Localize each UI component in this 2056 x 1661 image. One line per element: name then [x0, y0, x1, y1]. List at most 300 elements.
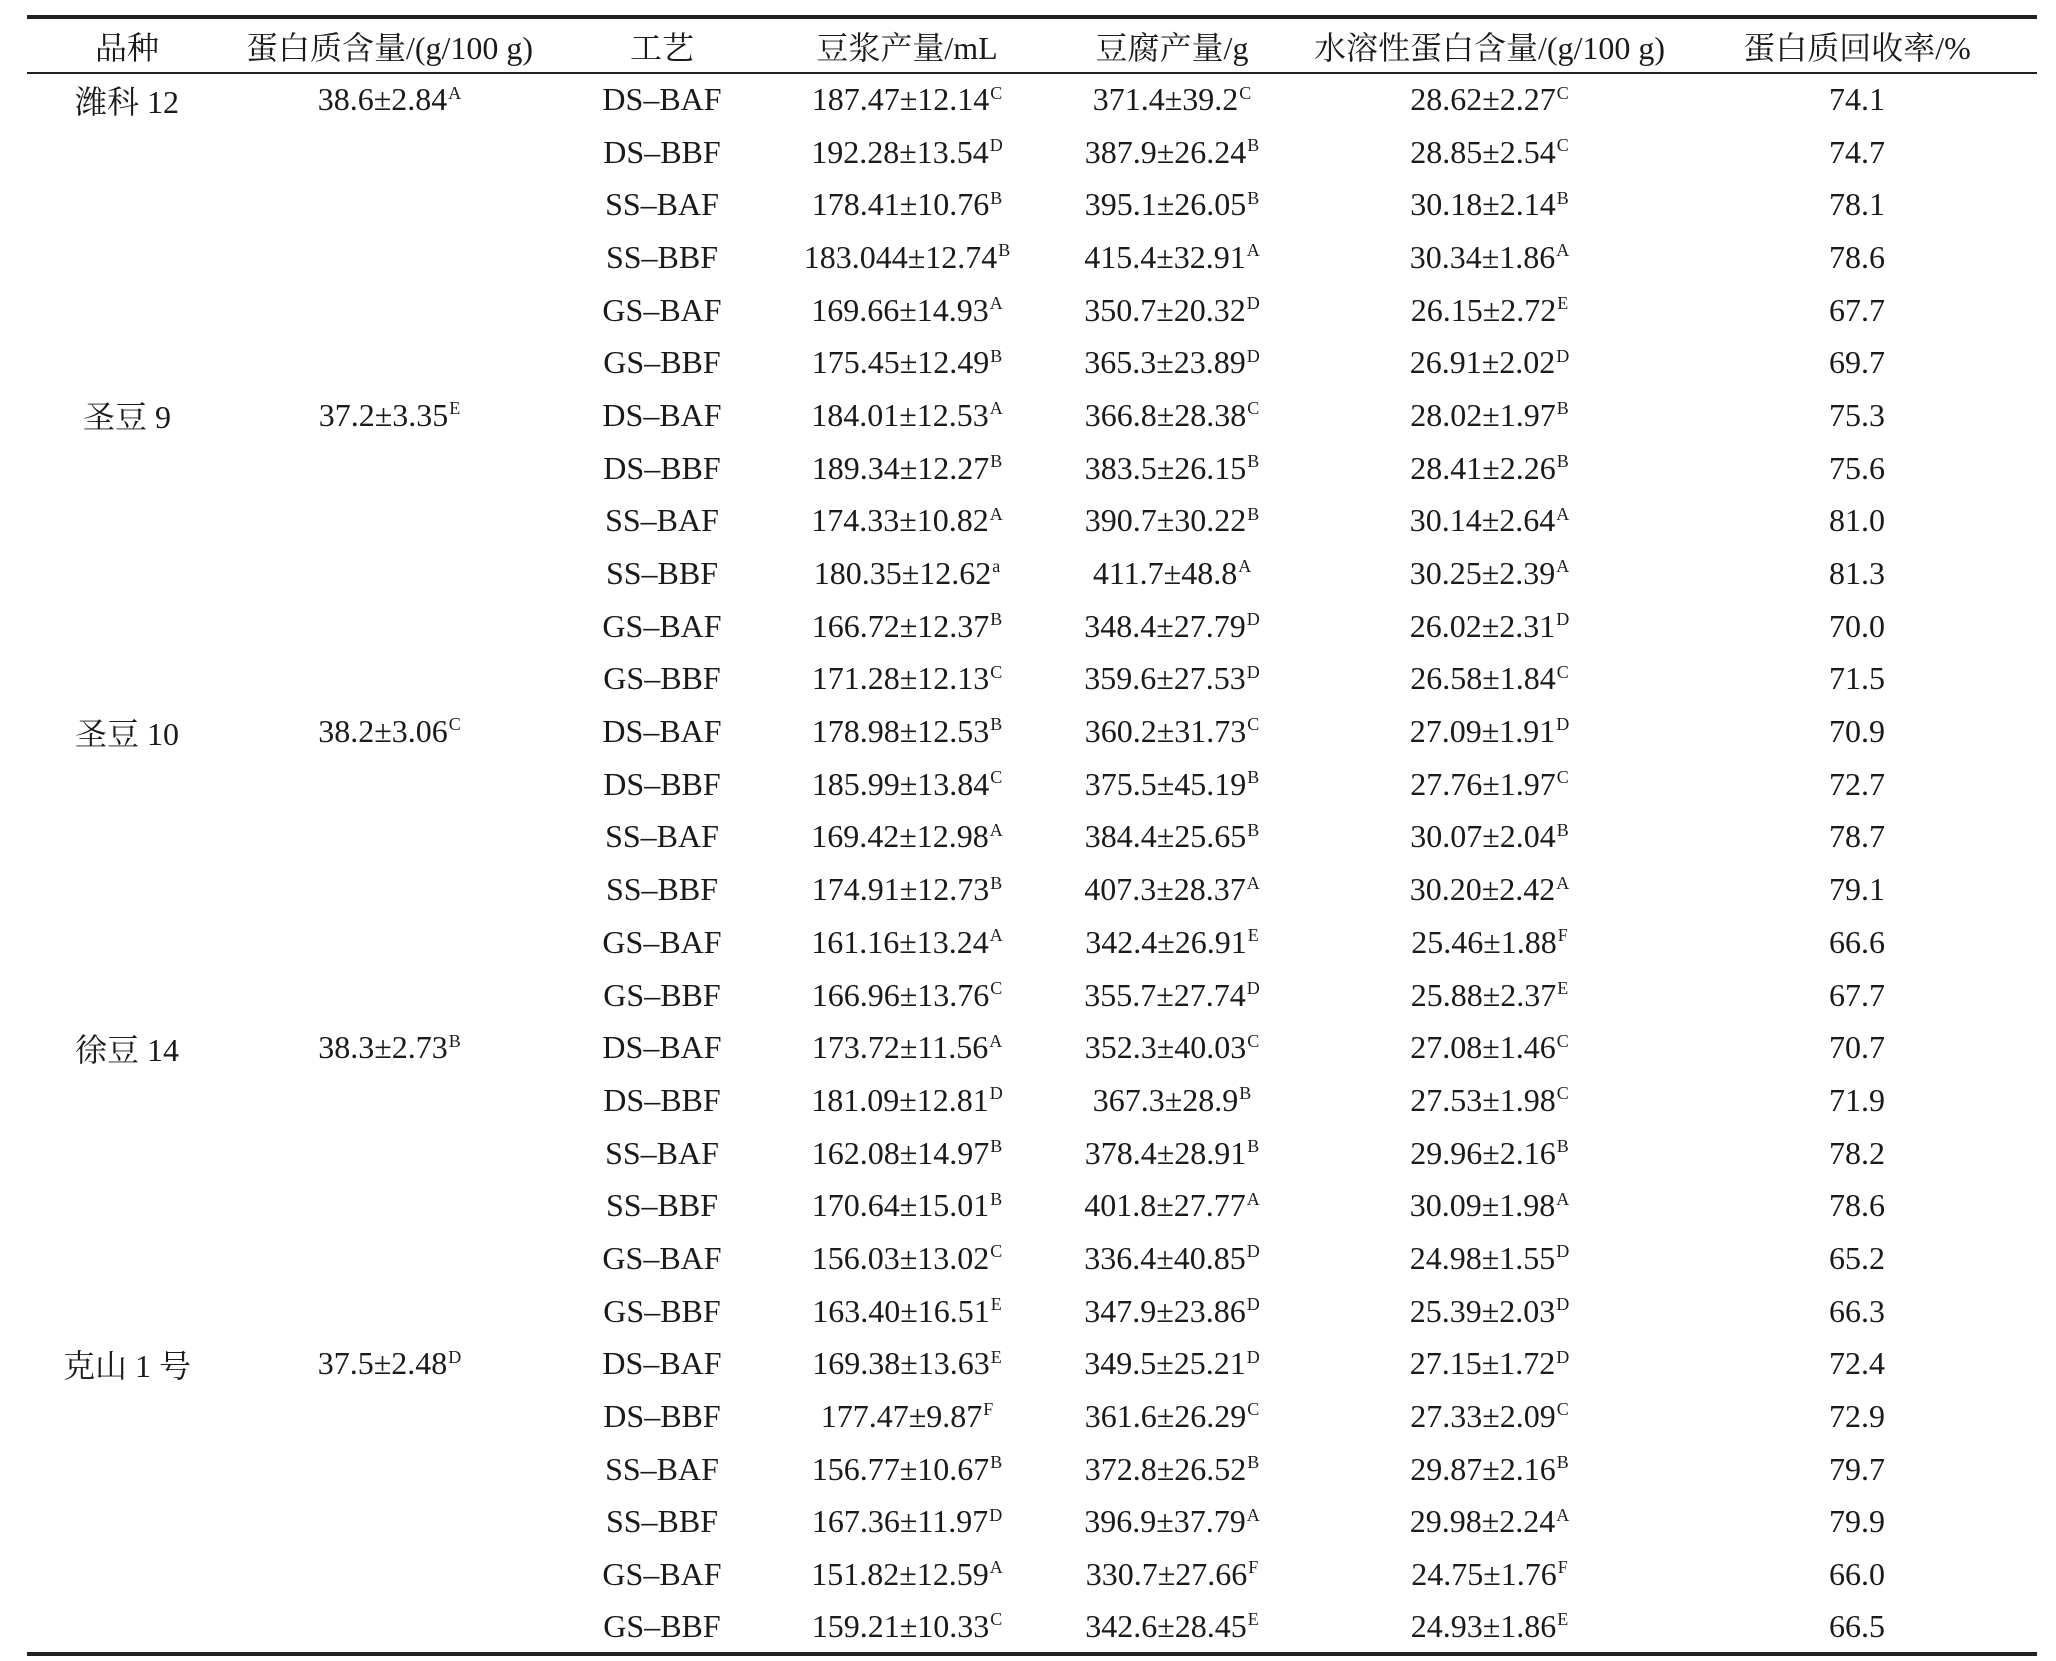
cell-variety	[27, 1179, 227, 1232]
significance-letter: C	[990, 661, 1003, 682]
cell-tofu-yield-value: 342.6±28.45	[1085, 1607, 1247, 1644]
significance-letter: C	[1556, 1030, 1569, 1051]
cell-protein-content	[227, 1021, 552, 1074]
cell-tofu-yield	[1042, 336, 1302, 389]
cell-tofu-yield-value: 359.6±27.53	[1084, 660, 1246, 697]
cell-variety	[27, 811, 227, 864]
cell-soymilk-yield-value: 185.99±13.84	[811, 765, 990, 802]
cell-soymilk-yield	[772, 126, 1042, 179]
table-row	[27, 1548, 2037, 1601]
table-row	[27, 1496, 2037, 1549]
cell-soymilk-yield	[772, 653, 1042, 706]
cell-soluble-protein	[1302, 495, 1677, 548]
significance-letter: E	[990, 1346, 1002, 1367]
cell-tofu-yield-value: 350.7±20.32	[1084, 291, 1246, 328]
significance-letter: C	[1556, 1083, 1569, 1104]
cell-soluble-protein	[1302, 1338, 1677, 1391]
cell-soluble-protein	[1302, 600, 1677, 653]
cell-tofu-yield	[1042, 126, 1302, 179]
significance-letter: D	[1556, 714, 1570, 735]
cell-tofu-yield	[1042, 389, 1302, 442]
cell-protein-content	[227, 1074, 552, 1127]
header-protein-content: 蛋白质含量/(g/100 g)	[227, 17, 552, 73]
cell-protein-recovery-value: 66.5	[1829, 1607, 1885, 1644]
cell-tofu-yield-value: 342.4±26.91	[1085, 923, 1247, 960]
cell-protein-recovery-value: 78.6	[1829, 238, 1885, 275]
cell-tofu-yield-value: 396.9±37.79	[1084, 1503, 1246, 1540]
cell-tofu-yield	[1042, 916, 1302, 969]
cell-soymilk-yield	[772, 1232, 1042, 1285]
cell-variety	[27, 389, 227, 442]
cell-variety-value: 徐豆 14	[74, 1031, 179, 1068]
significance-letter: D	[1556, 1241, 1570, 1262]
table-row	[27, 73, 2037, 126]
cell-process-value: GS–BBF	[603, 1292, 721, 1329]
cell-soluble-protein-value: 26.58±1.84	[1410, 660, 1556, 697]
table-row	[27, 1074, 2037, 1127]
table-row	[27, 1232, 2037, 1285]
cell-soymilk-yield-value: 189.34±12.27	[811, 449, 990, 486]
cell-tofu-yield	[1042, 600, 1302, 653]
cell-tofu-yield-value: 352.3±40.03	[1084, 1029, 1247, 1066]
significance-letter: D	[1556, 609, 1570, 630]
significance-letter: C	[990, 1609, 1003, 1630]
cell-soluble-protein-value: 30.20±2.42	[1409, 871, 1556, 908]
cell-protein-recovery	[1677, 284, 2037, 337]
table-row	[27, 1390, 2037, 1443]
table-row	[27, 916, 2037, 969]
significance-letter: a	[992, 556, 1001, 577]
cell-soymilk-yield-value: 156.77±10.67	[811, 1450, 990, 1487]
cell-soymilk-yield-value: 166.72±12.37	[811, 607, 990, 644]
cell-protein-content	[227, 495, 552, 548]
cell-process	[552, 600, 772, 653]
significance-letter: A	[1556, 240, 1570, 261]
significance-letter: C	[1239, 82, 1252, 103]
cell-tofu-yield-value: 372.8±26.52	[1084, 1450, 1247, 1487]
cell-protein-recovery-value: 65.2	[1829, 1239, 1885, 1276]
cell-soluble-protein	[1302, 863, 1677, 916]
cell-protein-content	[227, 126, 552, 179]
cell-protein-content	[227, 653, 552, 706]
cell-protein-recovery	[1677, 1548, 2037, 1601]
cell-process	[552, 1338, 772, 1391]
cell-tofu-yield	[1042, 969, 1302, 1022]
cell-tofu-yield	[1042, 1021, 1302, 1074]
cell-process	[552, 969, 772, 1022]
cell-variety	[27, 758, 227, 811]
cell-protein-content	[227, 1179, 552, 1232]
table-row	[27, 1179, 2037, 1232]
cell-protein-recovery	[1677, 336, 2037, 389]
cell-process	[552, 863, 772, 916]
cell-protein-content	[227, 705, 552, 758]
cell-tofu-yield-value: 371.4±39.2	[1092, 81, 1239, 118]
significance-letter: E	[1247, 1609, 1259, 1630]
cell-process	[552, 284, 772, 337]
cell-protein-content	[227, 1390, 552, 1443]
cell-process-value: SS–BAF	[605, 186, 719, 223]
significance-letter: E	[1557, 292, 1569, 313]
cell-protein-recovery-value: 66.0	[1829, 1556, 1885, 1593]
cell-tofu-yield-value: 347.9±23.86	[1084, 1292, 1246, 1329]
cell-soluble-protein-value: 27.76±1.97	[1410, 765, 1556, 802]
cell-process-value: DS–BAF	[602, 1345, 722, 1382]
cell-process	[552, 916, 772, 969]
significance-letter: A	[1246, 240, 1260, 261]
cell-protein-content	[227, 1496, 552, 1549]
cell-soymilk-yield	[772, 178, 1042, 231]
significance-letter: C	[990, 767, 1003, 788]
cell-protein-recovery-value: 66.6	[1829, 923, 1885, 960]
cell-soluble-protein-value: 27.08±1.46	[1410, 1029, 1556, 1066]
cell-soymilk-yield-value: 178.41±10.76	[811, 186, 990, 223]
cell-soymilk-yield-value: 156.03±13.02	[811, 1239, 990, 1276]
cell-protein-recovery	[1677, 1127, 2037, 1180]
significance-letter: E	[449, 398, 461, 419]
significance-letter: C	[990, 82, 1003, 103]
cell-soluble-protein-value: 29.87±2.16	[1410, 1450, 1556, 1487]
cell-protein-content-value: 37.2±3.35	[318, 396, 449, 433]
cell-variety-value: 潍科 12	[74, 83, 179, 120]
significance-letter: C	[1247, 714, 1260, 735]
cell-protein-recovery-value: 70.9	[1829, 713, 1885, 750]
significance-letter: F	[1557, 925, 1568, 946]
cell-protein-content	[227, 442, 552, 495]
cell-variety	[27, 969, 227, 1022]
cell-tofu-yield	[1042, 495, 1302, 548]
cell-soluble-protein-value: 28.02±1.97	[1410, 396, 1556, 433]
cell-tofu-yield	[1042, 1232, 1302, 1285]
cell-tofu-yield-value: 365.3±23.89	[1084, 344, 1246, 381]
cell-soluble-protein	[1302, 1496, 1677, 1549]
cell-tofu-yield-value: 348.4±27.79	[1084, 607, 1246, 644]
significance-letter: E	[1557, 1609, 1569, 1630]
cell-tofu-yield	[1042, 178, 1302, 231]
cell-protein-recovery	[1677, 231, 2037, 284]
table-row	[27, 1285, 2037, 1338]
cell-protein-content	[227, 389, 552, 442]
cell-tofu-yield-value: 384.4±25.65	[1084, 818, 1247, 855]
significance-letter: B	[1556, 1135, 1569, 1156]
table-row	[27, 442, 2037, 495]
cell-protein-recovery-value: 72.9	[1829, 1398, 1885, 1435]
cell-process-value: GS–BAF	[602, 923, 722, 960]
cell-protein-recovery	[1677, 600, 2037, 653]
table-row	[27, 547, 2037, 600]
cell-protein-recovery	[1677, 178, 2037, 231]
cell-soluble-protein	[1302, 389, 1677, 442]
cell-soymilk-yield	[772, 231, 1042, 284]
cell-process	[552, 1443, 772, 1496]
significance-letter: B	[1247, 134, 1260, 155]
cell-soymilk-yield-value: 187.47±12.14	[811, 81, 990, 118]
cell-variety	[27, 863, 227, 916]
cell-tofu-yield	[1042, 547, 1302, 600]
cell-soymilk-yield	[772, 547, 1042, 600]
cell-soymilk-yield-value: 171.28±12.13	[811, 660, 990, 697]
cell-soymilk-yield-value: 184.01±12.53	[811, 396, 989, 433]
cell-protein-recovery-value: 75.6	[1829, 449, 1885, 486]
significance-letter: C	[1556, 661, 1569, 682]
cell-soluble-protein-value: 27.33±2.09	[1410, 1398, 1556, 1435]
cell-variety	[27, 1390, 227, 1443]
cell-tofu-yield	[1042, 1601, 1302, 1654]
cell-tofu-yield	[1042, 1548, 1302, 1601]
cell-tofu-yield-value: 407.3±28.37	[1084, 871, 1246, 908]
cell-process	[552, 1179, 772, 1232]
cell-tofu-yield-value: 411.7±48.8	[1092, 555, 1238, 592]
significance-letter: A	[1556, 556, 1570, 577]
cell-protein-recovery	[1677, 389, 2037, 442]
table-row	[27, 811, 2037, 864]
significance-letter: B	[1247, 767, 1260, 788]
cell-protein-recovery	[1677, 1601, 2037, 1654]
cell-protein-content	[227, 811, 552, 864]
cell-variety-value: 克山 1 号	[62, 1347, 191, 1384]
cell-soluble-protein-value: 30.18±2.14	[1410, 186, 1556, 223]
cell-protein-content-value: 37.5±2.48	[317, 1345, 448, 1382]
significance-letter: E	[1557, 977, 1569, 998]
cell-tofu-yield	[1042, 1074, 1302, 1127]
cell-process	[552, 547, 772, 600]
table-row	[27, 1601, 2037, 1654]
cell-variety	[27, 1127, 227, 1180]
cell-soluble-protein-value: 30.34±1.86	[1409, 238, 1556, 275]
significance-letter: C	[1556, 134, 1569, 155]
cell-protein-content	[227, 863, 552, 916]
cell-soluble-protein	[1302, 1443, 1677, 1496]
cell-soluble-protein-value: 28.41±2.26	[1410, 449, 1556, 486]
cell-soluble-protein-value: 30.14±2.64	[1409, 502, 1556, 539]
cell-process	[552, 73, 772, 126]
significance-letter: B	[990, 609, 1003, 630]
significance-letter: C	[1247, 1399, 1260, 1420]
cell-soymilk-yield-value: 174.33±10.82	[811, 502, 989, 539]
cell-protein-recovery-value: 81.0	[1829, 502, 1885, 539]
cell-process-value: GS–BBF	[603, 1607, 721, 1644]
cell-soymilk-yield	[772, 811, 1042, 864]
cell-soluble-protein	[1302, 1179, 1677, 1232]
table-row	[27, 495, 2037, 548]
cell-protein-recovery-value: 70.7	[1829, 1029, 1885, 1066]
cell-soluble-protein	[1302, 1021, 1677, 1074]
cell-process	[552, 1127, 772, 1180]
cell-process	[552, 1548, 772, 1601]
significance-letter: B	[990, 451, 1003, 471]
cell-protein-recovery	[1677, 1338, 2037, 1391]
significance-letter: A	[1246, 1504, 1260, 1525]
cell-soluble-protein-value: 26.15±2.72	[1410, 291, 1557, 328]
significance-letter: B	[990, 187, 1003, 208]
cell-soymilk-yield-value: 169.38±13.63	[812, 1345, 990, 1382]
cell-soluble-protein	[1302, 231, 1677, 284]
cell-protein-content	[227, 969, 552, 1022]
cell-soluble-protein-value: 28.62±2.27	[1410, 81, 1556, 118]
cell-soymilk-yield-value: 163.40±16.51	[812, 1292, 990, 1329]
significance-letter: B	[1247, 451, 1260, 471]
significance-letter: A	[989, 398, 1003, 419]
cell-soluble-protein-value: 30.09±1.98	[1409, 1187, 1556, 1224]
cell-process	[552, 811, 772, 864]
cell-variety	[27, 1232, 227, 1285]
cell-soluble-protein	[1302, 336, 1677, 389]
cell-soymilk-yield-value: 151.82±12.59	[811, 1556, 989, 1593]
cell-protein-content	[227, 1443, 552, 1496]
significance-letter: A	[1238, 556, 1252, 577]
cell-soymilk-yield	[772, 1021, 1042, 1074]
significance-letter: B	[1239, 1083, 1252, 1104]
table-row	[27, 758, 2037, 811]
cell-variety	[27, 1548, 227, 1601]
cell-protein-content	[227, 1285, 552, 1338]
cell-soymilk-yield	[772, 442, 1042, 495]
cell-variety	[27, 1021, 227, 1074]
cell-soluble-protein	[1302, 178, 1677, 231]
cell-tofu-yield-value: 378.4±28.91	[1084, 1134, 1247, 1171]
cell-process-value: DS–BBF	[603, 1398, 721, 1435]
significance-letter: C	[1247, 1030, 1260, 1051]
cell-soymilk-yield	[772, 1338, 1042, 1391]
cell-process-value: SS–BBF	[605, 871, 719, 908]
cell-process	[552, 231, 772, 284]
cell-protein-recovery-value: 78.7	[1829, 818, 1885, 855]
significance-letter: C	[1556, 1399, 1569, 1420]
cell-process	[552, 1285, 772, 1338]
cell-process-value: GS–BBF	[603, 344, 721, 381]
cell-tofu-yield-value: 401.8±27.77	[1084, 1187, 1246, 1224]
cell-variety	[27, 1285, 227, 1338]
cell-protein-content-value: 38.2±3.06	[318, 713, 448, 750]
cell-variety	[27, 336, 227, 389]
cell-tofu-yield	[1042, 758, 1302, 811]
significance-letter: A	[989, 503, 1003, 524]
significance-letter: B	[1247, 1135, 1260, 1156]
cell-soymilk-yield-value: 175.45±12.49	[811, 344, 990, 381]
cell-protein-recovery-value: 71.9	[1829, 1081, 1885, 1118]
cell-soymilk-yield-value: 192.28±13.54	[811, 133, 989, 170]
cell-protein-recovery	[1677, 916, 2037, 969]
cell-protein-recovery	[1677, 1179, 2037, 1232]
cell-protein-content	[227, 336, 552, 389]
significance-letter: B	[990, 1452, 1003, 1473]
cell-variety	[27, 1443, 227, 1496]
cell-soluble-protein	[1302, 1601, 1677, 1654]
significance-letter: D	[1246, 977, 1260, 998]
cell-soluble-protein-value: 24.75±1.76	[1411, 1556, 1557, 1593]
cell-soymilk-yield-value: 169.42±12.98	[811, 818, 989, 855]
cell-soluble-protein	[1302, 1232, 1677, 1285]
cell-soymilk-yield	[772, 1074, 1042, 1127]
cell-process	[552, 705, 772, 758]
header-variety: 品种	[27, 17, 227, 73]
significance-letter: F	[1557, 1557, 1568, 1578]
cell-protein-recovery	[1677, 126, 2037, 179]
cell-soluble-protein	[1302, 284, 1677, 337]
cell-process-value: GS–BAF	[602, 1556, 722, 1593]
cell-tofu-yield-value: 395.1±26.05	[1084, 186, 1247, 223]
cell-tofu-yield-value: 390.7±30.22	[1084, 502, 1247, 539]
cell-protein-recovery-value: 66.3	[1829, 1292, 1885, 1329]
cell-protein-recovery-value: 79.9	[1829, 1503, 1885, 1540]
cell-process	[552, 1496, 772, 1549]
cell-process-value: SS–BBF	[605, 555, 719, 592]
cell-process-value: GS–BAF	[602, 607, 722, 644]
significance-letter: C	[990, 1241, 1003, 1262]
header-row	[27, 17, 2037, 73]
cell-soluble-protein-value: 27.15±1.72	[1409, 1345, 1556, 1382]
cell-variety	[27, 495, 227, 548]
cell-protein-recovery	[1677, 1443, 2037, 1496]
significance-letter: A	[1246, 872, 1260, 893]
cell-soymilk-yield-value: 174.91±12.73	[811, 871, 990, 908]
cell-protein-content	[227, 758, 552, 811]
significance-letter: E	[990, 1294, 1002, 1314]
cell-tofu-yield	[1042, 1127, 1302, 1180]
table-header	[27, 17, 2037, 73]
cell-soluble-protein	[1302, 1285, 1677, 1338]
cell-soymilk-yield	[772, 916, 1042, 969]
cell-soluble-protein-value: 27.53±1.98	[1410, 1081, 1556, 1118]
cell-protein-recovery-value: 79.7	[1829, 1450, 1885, 1487]
cell-protein-content	[227, 1232, 552, 1285]
cell-soluble-protein-value: 26.02±2.31	[1409, 607, 1556, 644]
cell-soymilk-yield-value: 177.47±9.87	[820, 1398, 983, 1435]
cell-protein-content	[227, 73, 552, 126]
cell-protein-content	[227, 1127, 552, 1180]
cell-process	[552, 1601, 772, 1654]
cell-tofu-yield	[1042, 705, 1302, 758]
cell-process-value: DS–BBF	[603, 1081, 721, 1118]
cell-soymilk-yield	[772, 1390, 1042, 1443]
cell-soymilk-yield	[772, 1285, 1042, 1338]
cell-soluble-protein	[1302, 705, 1677, 758]
significance-letter: C	[990, 977, 1003, 998]
cell-protein-recovery	[1677, 653, 2037, 706]
cell-process	[552, 126, 772, 179]
cell-tofu-yield	[1042, 1179, 1302, 1232]
cell-protein-recovery	[1677, 1390, 2037, 1443]
significance-letter: A	[989, 1030, 1003, 1051]
cell-tofu-yield-value: 383.5±26.15	[1084, 449, 1247, 486]
cell-protein-recovery-value: 78.1	[1829, 186, 1885, 223]
cell-protein-recovery-value: 79.1	[1829, 871, 1885, 908]
cell-process-value: SS–BAF	[605, 1450, 719, 1487]
table-row	[27, 1443, 2037, 1496]
cell-soymilk-yield-value: 162.08±14.97	[811, 1134, 990, 1171]
cell-process-value: SS–BBF	[605, 1187, 719, 1224]
cell-process	[552, 1021, 772, 1074]
cell-protein-recovery-value: 67.7	[1829, 291, 1885, 328]
cell-process-value: DS–BAF	[602, 396, 722, 433]
cell-protein-recovery-value: 67.7	[1829, 976, 1885, 1013]
cell-tofu-yield	[1042, 284, 1302, 337]
cell-soymilk-yield	[772, 284, 1042, 337]
cell-soluble-protein	[1302, 442, 1677, 495]
cell-variety	[27, 1496, 227, 1549]
significance-letter: E	[1247, 925, 1259, 946]
significance-letter: A	[989, 925, 1003, 946]
significance-letter: B	[990, 714, 1003, 735]
cell-soymilk-yield	[772, 758, 1042, 811]
significance-letter: B	[448, 1030, 461, 1051]
cell-soluble-protein	[1302, 969, 1677, 1022]
significance-letter: B	[1556, 187, 1569, 208]
header-tofu-yield: 豆腐产量/g	[1042, 17, 1302, 73]
significance-letter: C	[1556, 767, 1569, 788]
cell-protein-recovery	[1677, 73, 2037, 126]
cell-tofu-yield-value: 366.8±28.38	[1084, 396, 1247, 433]
